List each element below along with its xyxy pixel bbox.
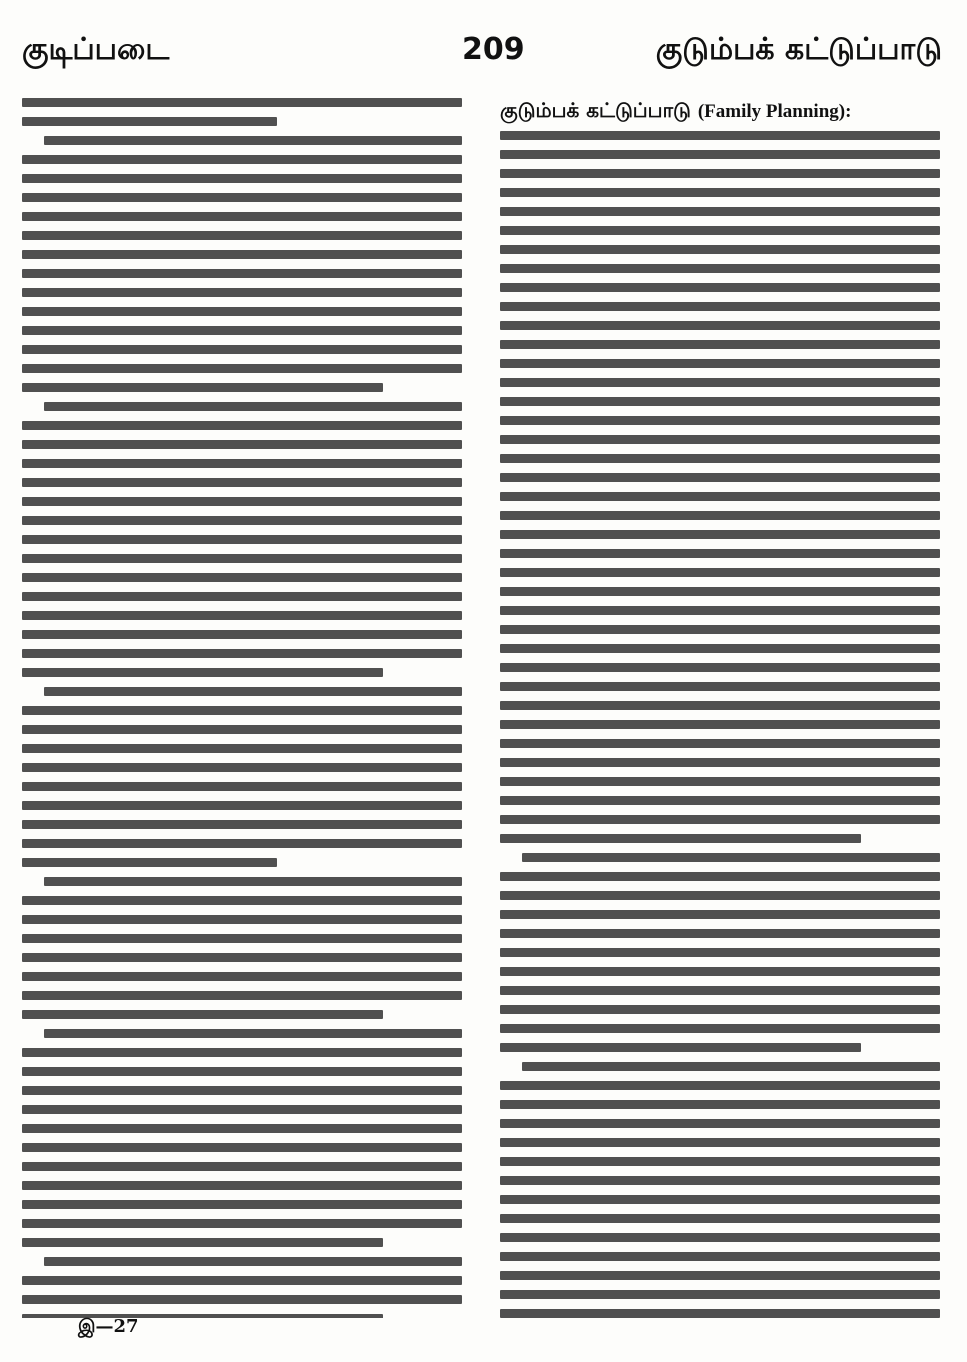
running-head-left: குடிப்படை — [22, 32, 170, 67]
body-paragraph — [22, 1029, 462, 1247]
running-head-right: குடும்பக் கட்டுப்பாடு — [655, 32, 942, 67]
body-paragraph — [22, 136, 462, 392]
body-paragraph — [500, 853, 940, 1052]
right-column — [500, 98, 940, 1318]
body-paragraph — [22, 1257, 462, 1318]
body-paragraph — [500, 1062, 940, 1318]
body-paragraph — [22, 687, 462, 867]
entry-title-tamil: குடும்பக் கட்டுப்பாடு — [500, 98, 691, 122]
left-column — [22, 98, 462, 1318]
page-number: 209 — [462, 32, 525, 67]
entry-title-english: (Family Planning): — [697, 101, 852, 122]
body-paragraph — [22, 98, 462, 126]
page-header — [22, 32, 942, 82]
body-paragraph — [22, 402, 462, 677]
entry-heading — [500, 98, 940, 125]
body-paragraph — [500, 131, 940, 843]
body-paragraph — [22, 877, 462, 1019]
page-signature: இ—27 — [78, 1316, 139, 1337]
